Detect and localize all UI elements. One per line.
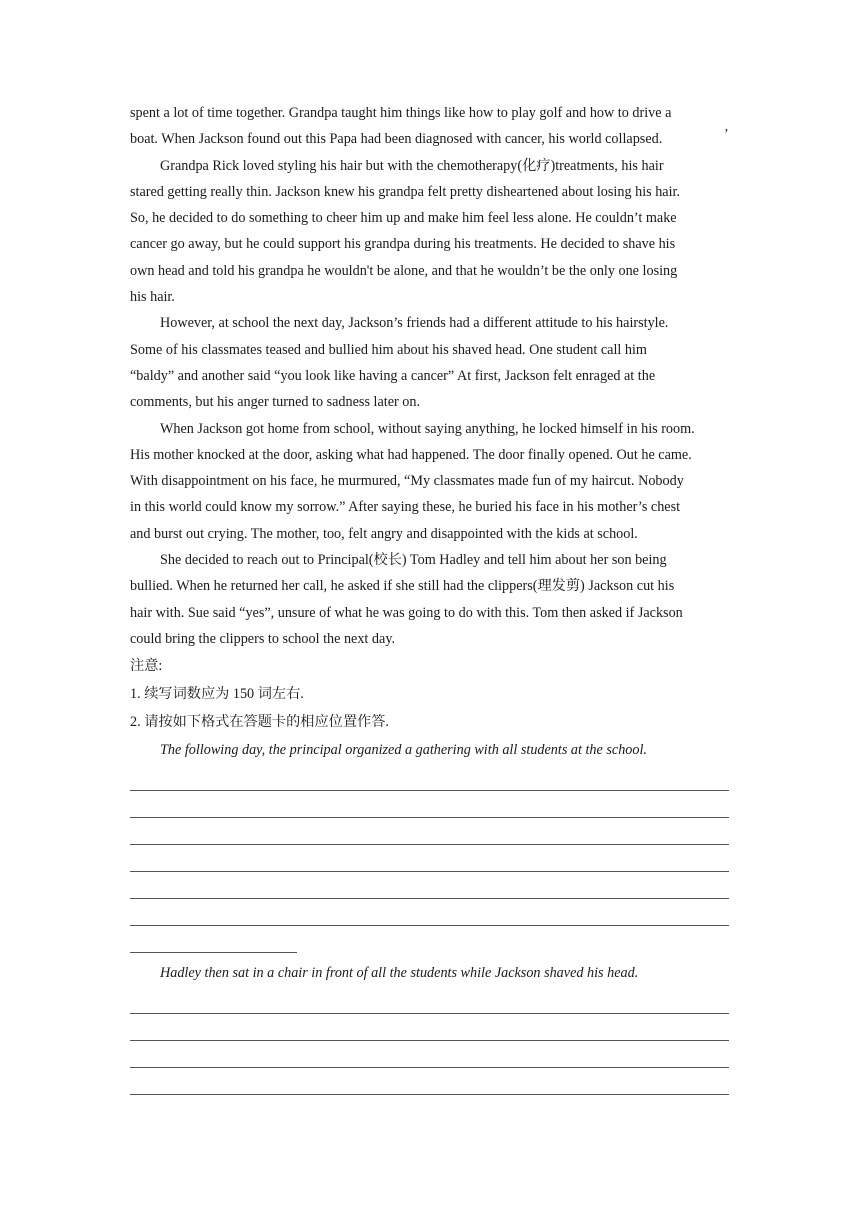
answer-line[interactable] [130, 899, 729, 926]
note-item-2: 2. 请按如下格式在答题卡的相应位置作答. [130, 714, 389, 731]
story-line: “baldy” and another said “you look like having a cancer” At first, Jackson felt enraged at the [130, 367, 656, 384]
story-line: bullied. When he returned her call, he asked if she still had the clippers(理发剪) Jackson cut his [130, 578, 675, 595]
story-line: boat. When Jackson found out this Papa had been diagnosed with cancer, his world collapsed. [130, 131, 663, 148]
story-line: could bring the clippers to school the next day. [130, 630, 396, 647]
story-line: comments, but his anger turned to sadness later on. [130, 394, 420, 411]
answer-line[interactable] [130, 764, 729, 791]
answer-line[interactable] [130, 1068, 729, 1095]
story-line: Some of his classmates teased and bullied him about his shaved head. One student call him [130, 341, 647, 358]
story-paragraph-1 [130, 100, 736, 153]
answer-line[interactable] [130, 818, 729, 845]
answer-line[interactable] [130, 987, 729, 1014]
story-paragraph-4 [130, 416, 736, 547]
continuation-prompt-1: The following day, the principal organized a gathering with all students at the school. [160, 742, 647, 759]
notes-heading: 注意: [130, 658, 163, 675]
answer-line[interactable] [130, 872, 729, 899]
answer-area-2[interactable] [130, 987, 736, 1095]
answer-line[interactable] [130, 1041, 729, 1068]
story-line: his hair. [130, 289, 175, 306]
story-line: stared getting really thin. Jackson knew his grandpa felt pretty disheartened about losing his hair. [130, 183, 681, 200]
story-line: spent a lot of time together. Grandpa taught him things like how to play golf and how to drive a [130, 105, 672, 121]
note-item-1: 1. 续写词数应为 150 词左右. [130, 686, 304, 703]
answer-line[interactable] [130, 791, 729, 818]
story-line: hair with. Sue said “yes”, unsure of what he was going to do with this. Tom then asked if Jackson [130, 604, 683, 621]
story-line: With disappointment on his face, he murmured, “My classmates made fun of my haircut. Nobody [130, 473, 684, 490]
story-line: cancer go away, but he could support his grandpa during his treatments. He decided to shave his [130, 236, 676, 253]
answer-line-short[interactable] [130, 926, 297, 953]
continuation-prompt-2: Hadley then sat in a chair in front of all the students while Jackson shaved his head. [160, 965, 639, 982]
story-line: own head and told his grandpa he wouldn't be alone, and that he wouldn’t be the only one losing [130, 262, 678, 279]
story-paragraph-3 [130, 310, 736, 415]
story-line: When Jackson got home from school, without saying anything, he locked himself in his room. [160, 420, 695, 437]
story-line: However, at school the next day, Jackson’s friends had a different attitude to his hairstyle. [160, 315, 669, 332]
story-text [130, 100, 736, 652]
story-line: Grandpa Rick loved styling his hair but with the chemotherapy(化疗)treatments, his hair [160, 157, 664, 174]
story-line: in this world could know my sorrow.” After saying these, he buried his face in his mother’s chest [130, 499, 681, 516]
answer-area-1[interactable] [130, 764, 736, 953]
story-line: She decided to reach out to Principal(校长) Tom Hadley and tell him about her son being [160, 552, 667, 569]
document-page [130, 100, 736, 1095]
stray-apostrophe: ’ [724, 127, 729, 142]
answer-line[interactable] [130, 1014, 729, 1041]
story-paragraph-5 [130, 547, 736, 652]
answer-line[interactable] [130, 845, 729, 872]
story-line: So, he decided to do something to cheer him up and make him feel less alone. He couldn’t make [130, 210, 677, 227]
story-line: and burst out crying. The mother, too, felt angry and disappointed with the kids at school. [130, 525, 638, 542]
story-paragraph-2 [130, 153, 736, 311]
story-line: His mother knocked at the door, asking what had happened. The door finally opened. Out he came. [130, 446, 692, 463]
notes-section [130, 652, 736, 736]
